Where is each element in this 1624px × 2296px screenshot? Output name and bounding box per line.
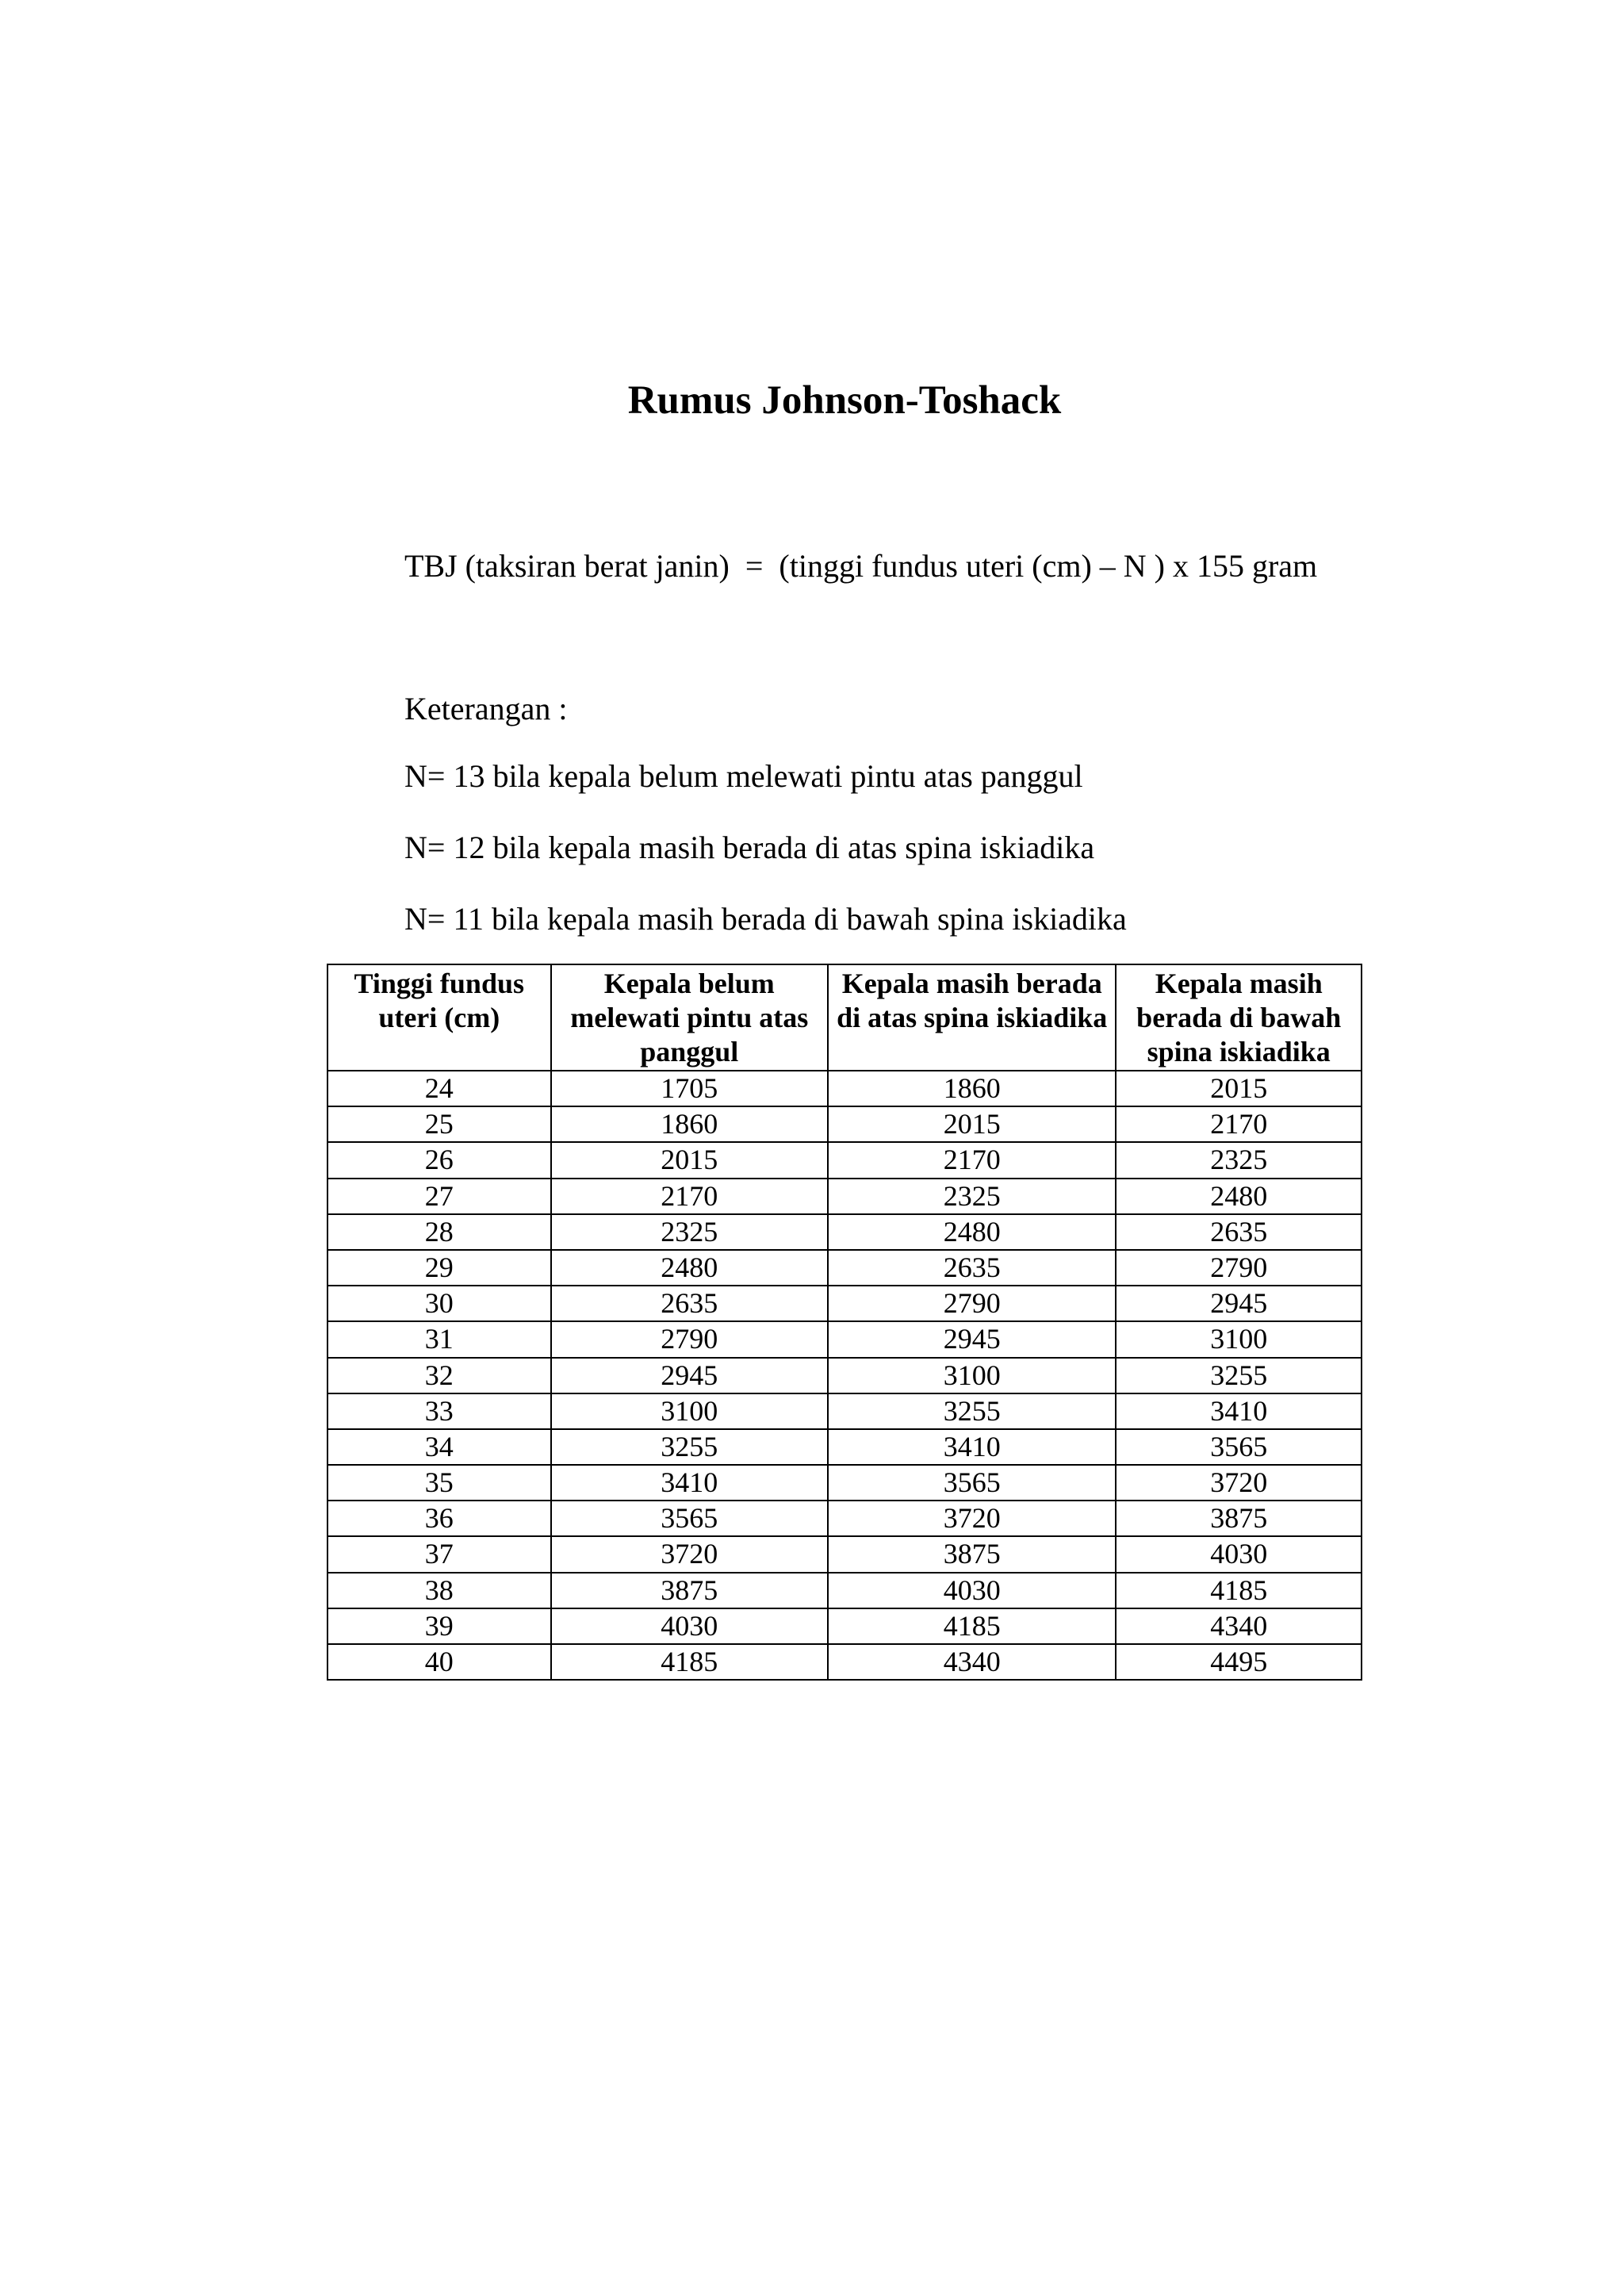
table-cell: 38 [327,1573,551,1608]
table-row [327,1250,1362,1286]
header-tinggi-fundus: Tinggi fundus uteri (cm) [327,964,551,1071]
header-belum-melewati: Kepala belum melewati pintu atas panggul [551,964,828,1071]
table-body [327,1071,1362,1680]
table-cell: 33 [327,1393,551,1429]
table-cell: 26 [327,1142,551,1178]
table-cell: 3720 [1116,1465,1362,1501]
table-row [327,1608,1362,1644]
table-row [327,1179,1362,1214]
table-cell: 2790 [1116,1250,1362,1286]
table-cell: 24 [327,1071,551,1106]
table-cell: 3720 [551,1536,828,1572]
table-cell: 4030 [1116,1536,1362,1572]
table-row [327,1501,1362,1536]
table-cell: 3565 [828,1465,1116,1501]
table-cell: 4495 [1116,1644,1362,1680]
page-title: Rumus Johnson-Toshack [627,378,1062,423]
table-cell: 30 [327,1286,551,1321]
table-cell: 3100 [828,1358,1116,1393]
table-row [327,1429,1362,1465]
table-cell: 2015 [1116,1071,1362,1106]
table-cell: 29 [327,1250,551,1286]
table-cell: 2790 [828,1286,1116,1321]
table-cell: 39 [327,1608,551,1644]
table-cell: 2325 [551,1214,828,1250]
table-cell: 2635 [551,1286,828,1321]
table-cell: 4340 [1116,1608,1362,1644]
table-row [327,1393,1362,1429]
table-cell: 1705 [551,1071,828,1106]
table-row [327,1214,1362,1250]
keterangan-n13: N= 13 bila kepala belum melewati pintu atas panggul [404,758,1083,794]
table-cell: 3255 [828,1393,1116,1429]
table-row [327,1465,1362,1501]
table-cell: 4030 [828,1573,1116,1608]
table-cell: 25 [327,1106,551,1142]
table-cell: 3565 [1116,1429,1362,1465]
table-cell: 4340 [828,1644,1116,1680]
table-row [327,1644,1362,1680]
table-cell: 3720 [828,1501,1116,1536]
keterangan-n12: N= 12 bila kepala masih berada di atas spina iskiadika [404,830,1095,865]
table-cell: 3410 [828,1429,1116,1465]
table-cell: 2635 [1116,1214,1362,1250]
table-cell: 3100 [1116,1321,1362,1357]
table-cell: 2015 [828,1106,1116,1142]
table-cell: 2480 [828,1214,1116,1250]
table-row [327,1286,1362,1321]
table-cell: 3875 [828,1536,1116,1572]
table-row [327,1106,1362,1142]
formula-text: TBJ (taksiran berat janin) = (tinggi fundus uteri (cm) – N ) x 155 gram [404,548,1318,584]
table-row [327,1142,1362,1178]
table-cell: 1860 [551,1106,828,1142]
table-row [327,1321,1362,1357]
table-cell: 34 [327,1429,551,1465]
table-cell: 2170 [828,1142,1116,1178]
header-bawah-spina: Kepala masih berada di bawah spina iskiadika [1116,964,1362,1071]
table-cell: 3875 [1116,1501,1362,1536]
table-row [327,1358,1362,1393]
table-row [327,1573,1362,1608]
table-cell: 4185 [828,1608,1116,1644]
table-cell: 2015 [551,1142,828,1178]
keterangan-n11: N= 11 bila kepala masih berada di bawah spina iskiadika [404,901,1127,937]
table-row [327,1536,1362,1572]
table-cell: 27 [327,1179,551,1214]
table-cell: 32 [327,1358,551,1393]
table-cell: 4185 [551,1644,828,1680]
table-cell: 35 [327,1465,551,1501]
table-cell: 36 [327,1501,551,1536]
table-cell: 3875 [551,1573,828,1608]
table-cell: 4185 [1116,1573,1362,1608]
table-cell: 31 [327,1321,551,1357]
table-cell: 2480 [551,1250,828,1286]
keterangan-heading: Keterangan : [404,691,568,726]
table-cell: 2170 [551,1179,828,1214]
table-cell: 3100 [551,1393,828,1429]
table-cell: 2945 [1116,1286,1362,1321]
header-atas-spina: Kepala masih berada di atas spina iskiadika [828,964,1116,1071]
table-cell: 3410 [551,1465,828,1501]
table-cell: 1860 [828,1071,1116,1106]
table-cell: 3410 [1116,1393,1362,1429]
table-cell: 2325 [828,1179,1116,1214]
table-cell: 2480 [1116,1179,1362,1214]
tbj-table [327,964,1362,1681]
table-cell: 37 [327,1536,551,1572]
table-cell: 28 [327,1214,551,1250]
table-header-row [327,964,1362,1071]
table-row [327,1071,1362,1106]
table-cell: 4030 [551,1608,828,1644]
table-cell: 2790 [551,1321,828,1357]
table-cell: 3565 [551,1501,828,1536]
table-cell: 3255 [551,1429,828,1465]
table-cell: 40 [327,1644,551,1680]
table-cell: 3255 [1116,1358,1362,1393]
table-cell: 2945 [551,1358,828,1393]
table-cell: 2170 [1116,1106,1362,1142]
table-cell: 2635 [828,1250,1116,1286]
table-cell: 2945 [828,1321,1116,1357]
table-cell: 2325 [1116,1142,1362,1178]
